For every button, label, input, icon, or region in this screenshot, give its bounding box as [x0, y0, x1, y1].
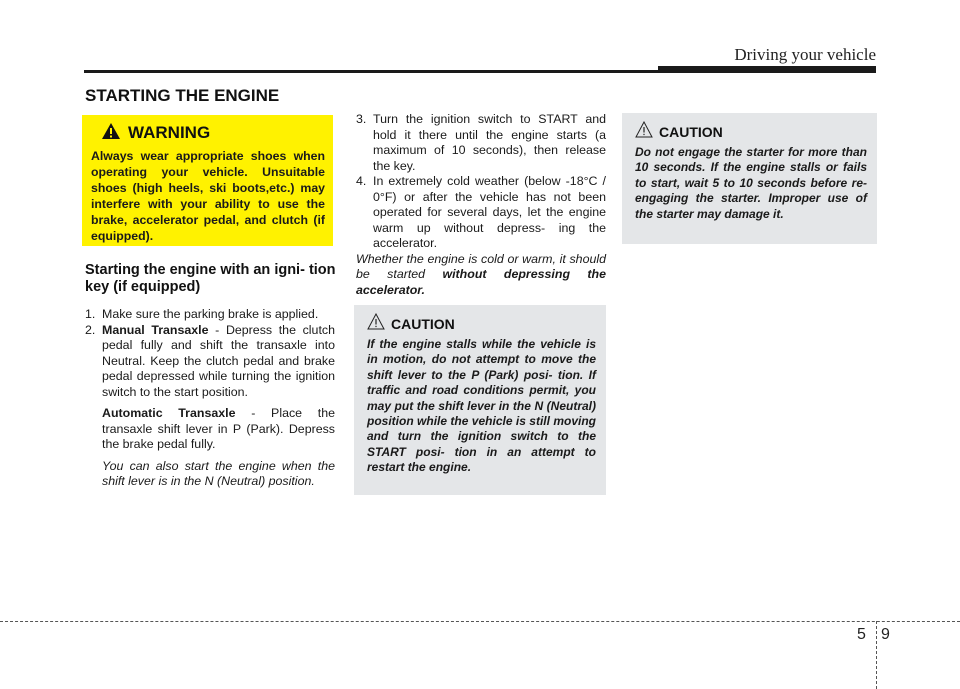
step-text: Make sure the parking brake is applied. [102, 307, 319, 321]
caution-triangle-icon [635, 121, 653, 143]
manual-transaxle-text: - Depress the clutch pedal fully and shift the transaxle into Neutral. Keep the clutch pedal and brake pedal depressed while turning the ignition switch to the start position. [102, 322, 335, 399]
manual-transaxle-label: Manual Transaxle [102, 322, 209, 337]
cold-warm-note: Whether the engine is cold or warm, it should be started without depressing the accelerator. [356, 251, 606, 297]
caution-triangle-icon [367, 313, 385, 335]
caution-text: If the engine stalls while the vehicle is in motion, do not attempt to move the shift lever to the P (Park) posi- tion. If traffic and road conditions permit, you may put the shift lever in the N (Neutral) position while the vehicle is still moving and turn the ignition switch to the START posi- tion in an attempt to restart the engine. [367, 337, 596, 475]
step-number: 1. [85, 307, 96, 321]
neutral-note: You can also start the engine when the shift lever is in the N (Neutral) position. [102, 458, 335, 488]
warning-box [82, 115, 333, 246]
subheading: Starting the engine with an igni- tion key (if equipped) [85, 262, 336, 295]
step-4 [356, 174, 606, 252]
warning-text: Always wear appropriate shoes when operating your vehicle. Unsuitable shoes (high heels, ski boots,etc.) may interfere with your ability to use the brake, accelerator pedal, and clutch (if equipped). [91, 149, 325, 243]
caution-title: CAUTION [391, 316, 455, 332]
page-number: 9 [881, 626, 890, 643]
automatic-transaxle-label: Automatic Transaxle [102, 406, 236, 420]
chapter-number: 5 [857, 626, 866, 643]
step-number: 2. [85, 322, 96, 337]
header-rule [84, 70, 660, 73]
step-number: 3. [356, 112, 367, 126]
page-number-separator [876, 621, 877, 689]
caution-text: Do not engage the starter for more than 10 seconds. If the engine stalls or fails to start, wait 5 to 10 seconds before re-engaging the starter. Improper use of the starter may damage it. [635, 145, 867, 221]
step-text: Turn the ignition switch to START and hold it there until the engine starts (a maximum of 10 seconds), then release the key. [373, 112, 606, 173]
warning-triangle-icon [91, 122, 121, 145]
step-1 [85, 307, 335, 323]
column-left [85, 307, 335, 490]
warning-title: WARNING [128, 123, 211, 142]
caution-box-starter [622, 113, 877, 244]
running-header: Driving your vehicle [734, 45, 876, 64]
section-title: STARTING THE ENGINE [85, 86, 280, 105]
header-rule-tab [658, 66, 876, 73]
step-3 [356, 112, 606, 174]
step-2 [85, 323, 335, 490]
step-number: 4. [356, 174, 367, 188]
automatic-transaxle-text: - Place the transaxle shift lever in P (Park). Depress the brake pedal fully. [102, 406, 335, 451]
step-text: In extremely cold weather (below -18°C / 0°F) or after the vehicle has not been operated for several days, let the engine warm up without depress- ing the accelerator. [373, 174, 606, 250]
caution-box-stall [354, 305, 606, 495]
footer-rule [0, 621, 960, 622]
column-middle [356, 112, 606, 298]
caution-title: CAUTION [659, 124, 723, 140]
